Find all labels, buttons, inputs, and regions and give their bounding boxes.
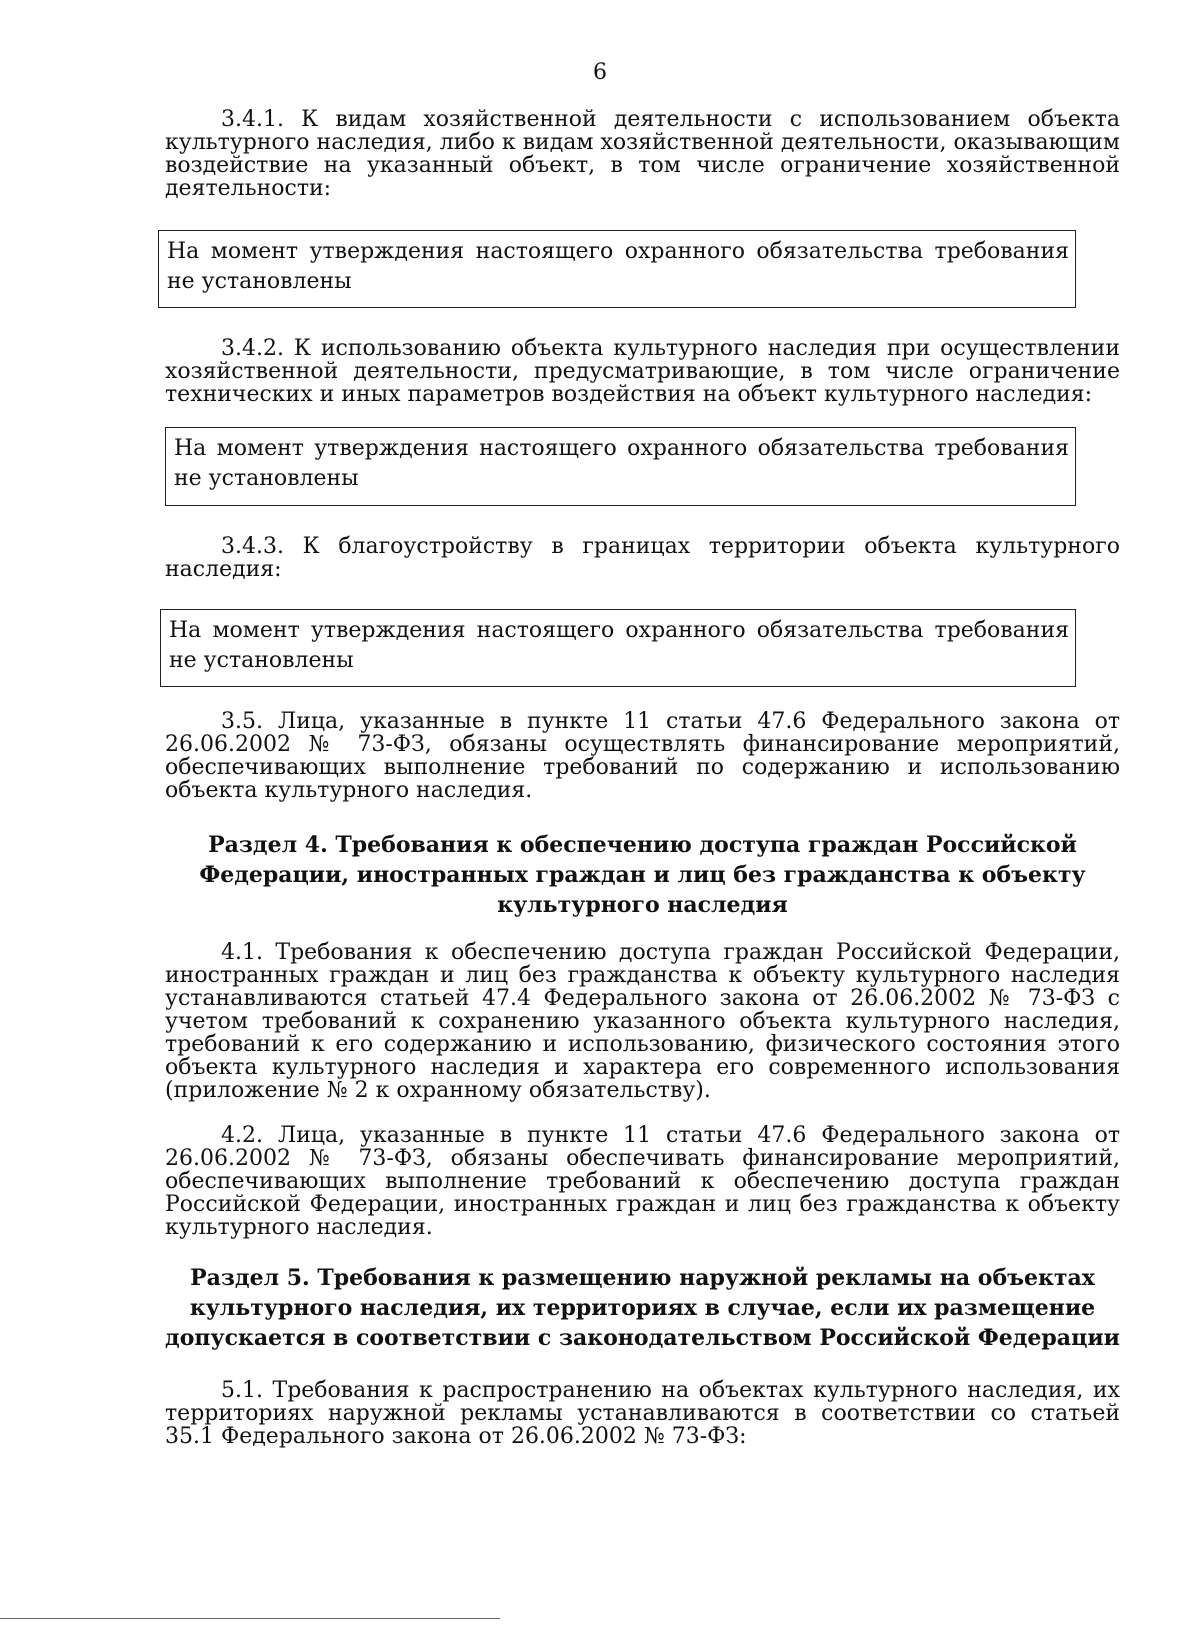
section-5-heading: Раздел 5. Требования к размещению наружной рекламы на объектах культурного наследия, их территориях в случае, если их размещение допускается в соответствии с законодательством Российской Федерации [165, 1265, 1120, 1351]
page-number: 6 [593, 60, 607, 85]
paragraph-3-5: 3.5. Лица, указанные в пункте 11 статьи 47.6 Федерального закона от 26.06.2002 № 73-ФЗ, обязаны осуществлять финансирование мероприятий, обеспечивающих выполнение требований по содержанию и использованию объекта культурного наследия. [165, 709, 1120, 803]
paragraph-3-4-3: 3.4.3. К благоустройству в границах территории объекта культурного наследия: [165, 534, 1120, 582]
paragraph-4-1: 4.1. Требования к обеспечению доступа граждан Российской Федерации, иностранных граждан и лиц без гражданства к объекту культурного наследия устанавливаются статьей 47.4 Федерального закона от 26.06.2002 № 73-ФЗ с учетом требований к сохранению указанного объекта культурного наследия, требований к его содержанию и использованию, физического состояния этого объекта культурного наследия и характера его современного использования (приложение № 2 к охранному обязательству). [165, 940, 1120, 1103]
paragraph-5-1: 5.1. Требования к распространению на объектах культурного наследия, их территориях наружной рекламы устанавливаются в соответствии со статьей 35.1 Федерального закона от 26.06.2002 № 73-ФЗ: [165, 1378, 1120, 1449]
requirements-box-3: На момент утверждения настоящего охранного обязательства требования не установлены [160, 609, 1076, 687]
section-4-heading: Раздел 4. Требования к обеспечению доступа граждан Российской Федерации, иностранных граждан и лиц без гражданства к объекту культурного наследия [199, 832, 1086, 918]
bottom-rule [0, 1618, 500, 1619]
requirements-box-1: На момент утверждения настоящего охранного обязательства требования не установлены [158, 230, 1076, 308]
paragraph-3-4-1: 3.4.1. К видам хозяйственной деятельности с использованием объекта культурного наследия, либо к видам хозяйственной деятельности, оказывающим воздействие на указанный объект, в том числе ограничение хозяйственной деятельности: [165, 107, 1120, 201]
requirements-box-2: На момент утверждения настоящего охранного обязательства требования не установлены [165, 427, 1076, 506]
paragraph-4-2: 4.2. Лица, указанные в пункте 11 статьи 47.6 Федерального закона от 26.06.2002 № 73-ФЗ, обязаны обеспечивать финансирование мероприятий, обеспечивающих выполнение требований к обеспечению доступа граждан Российской Федерации, иностранных граждан и лиц без гражданства к объекту культурного наследия. [165, 1123, 1120, 1240]
paragraph-3-4-2: 3.4.2. К использованию объекта культурного наследия при осуществлении хозяйственной деятельности, предусматривающие, в том числе ограничение технических и иных параметров воздействия на объект культурного наследия: [165, 336, 1120, 407]
